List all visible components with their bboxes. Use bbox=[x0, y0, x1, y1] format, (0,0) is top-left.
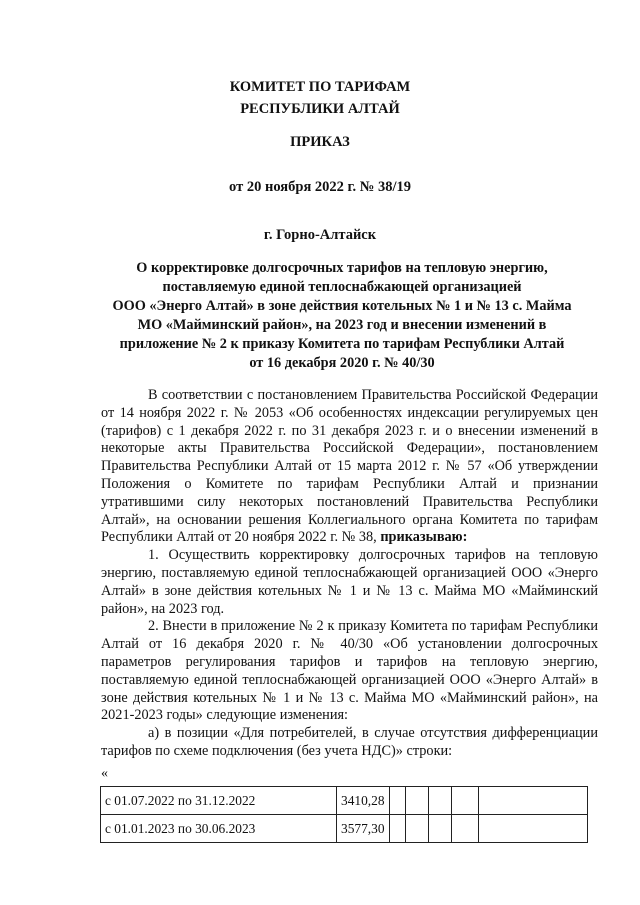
empty-cell bbox=[428, 787, 451, 815]
document-body bbox=[101, 387, 598, 761]
subject-line: О корректировке долгосрочных тарифов на тепловую энергию, bbox=[136, 260, 548, 276]
order-word: приказываю: bbox=[380, 529, 468, 546]
document-subject bbox=[100, 259, 584, 373]
org-name-line1: КОМИТЕТ ПО ТАРИФАМ bbox=[229, 79, 411, 95]
item-2-paragraph: 2. Внести в приложение № 2 к приказу Комитета по тарифам Республики Алтай от 16 декабря 2020 г. № 40/30 «Об установлении долгосрочных параметров регулирования тарифов и тарифов на тепловую энергию, поставляемую единой теплоснабжающей организацией ООО «Энерго Алтай» в зоне действия котельных № 1 и № 13 с. Майма МО «Майминский район», на 2021-2023 годы» следующие изменения: bbox=[101, 618, 598, 724]
document-city: г. Горно-Алтайск bbox=[263, 227, 377, 243]
preamble-text: В соответствии с постановлением Правительства Российской Федерации от 14 ноября 2022 г. № 2053 «Об особенностях индексации регулируемых цен (тарифов) с 1 декабря 2022 г. по 31 декабря 2023 г. и о внесении изменений в некоторые акты Правительства Российской Федерации», постановлением Правительства Республики Алтай от 15 марта 2012 г. № 57 «Об утверждении Положения о Комитете по тарифам Республики Алтай и признании утратившими силу некоторых постановлений Правительства Республики Алтай», на основании решения Коллегиального органа Комитета по тарифам Республики Алтай от 20 ноября 2022 г. № 38, bbox=[101, 387, 598, 546]
tariff-table bbox=[100, 786, 588, 843]
empty-cell bbox=[405, 815, 428, 843]
table-row bbox=[101, 815, 588, 843]
item-2a-paragraph: а) в позиции «Для потребителей, в случае отсутствия дифференциации тарифов по схеме подключения (без учета НДС)» строки: bbox=[101, 725, 598, 759]
org-name-line2: РЕСПУБЛИКИ АЛТАЙ bbox=[240, 101, 400, 117]
empty-cell bbox=[478, 787, 587, 815]
subject-line: поставляемую единой теплоснабжающей организацией bbox=[162, 279, 522, 295]
subject-line: от 16 декабря 2020 г. № 40/30 bbox=[249, 355, 435, 371]
document-type: ПРИКАЗ bbox=[290, 134, 350, 150]
empty-cell bbox=[389, 787, 405, 815]
period-cell: с 01.07.2022 по 31.12.2022 bbox=[101, 787, 337, 815]
subject-line: МО «Майминский район», на 2023 год и внесении изменений в bbox=[137, 317, 547, 333]
subject-line: приложение № 2 к приказу Комитета по тарифам Республики Алтай bbox=[119, 336, 565, 352]
period-cell: с 01.01.2023 по 30.06.2023 bbox=[101, 815, 337, 843]
empty-cell bbox=[478, 815, 587, 843]
preamble-paragraph bbox=[101, 387, 598, 547]
empty-cell bbox=[451, 815, 478, 843]
empty-cell bbox=[405, 787, 428, 815]
item-1-paragraph: 1. Осуществить корректировку долгосрочных тарифов на тепловую энергию, поставляемую единой теплоснабжающей организацией ООО «Энерго Алтай» в зоне действия котельных № 1 и № 13 с. Майма МО «Майминский район», на 2023 год. bbox=[101, 547, 598, 617]
table-row bbox=[101, 787, 588, 815]
tariff-value-cell: 3410,28 bbox=[337, 787, 390, 815]
document-date-number: от 20 ноября 2022 г. № 38/19 bbox=[229, 179, 411, 195]
tariff-value-cell: 3577,30 bbox=[337, 815, 390, 843]
empty-cell bbox=[451, 787, 478, 815]
subject-line: ООО «Энерго Алтай» в зоне действия котельных № 1 и № 13 с. Майма bbox=[112, 298, 572, 314]
empty-cell bbox=[428, 815, 451, 843]
opening-quote: « bbox=[101, 766, 108, 781]
empty-cell bbox=[389, 815, 405, 843]
